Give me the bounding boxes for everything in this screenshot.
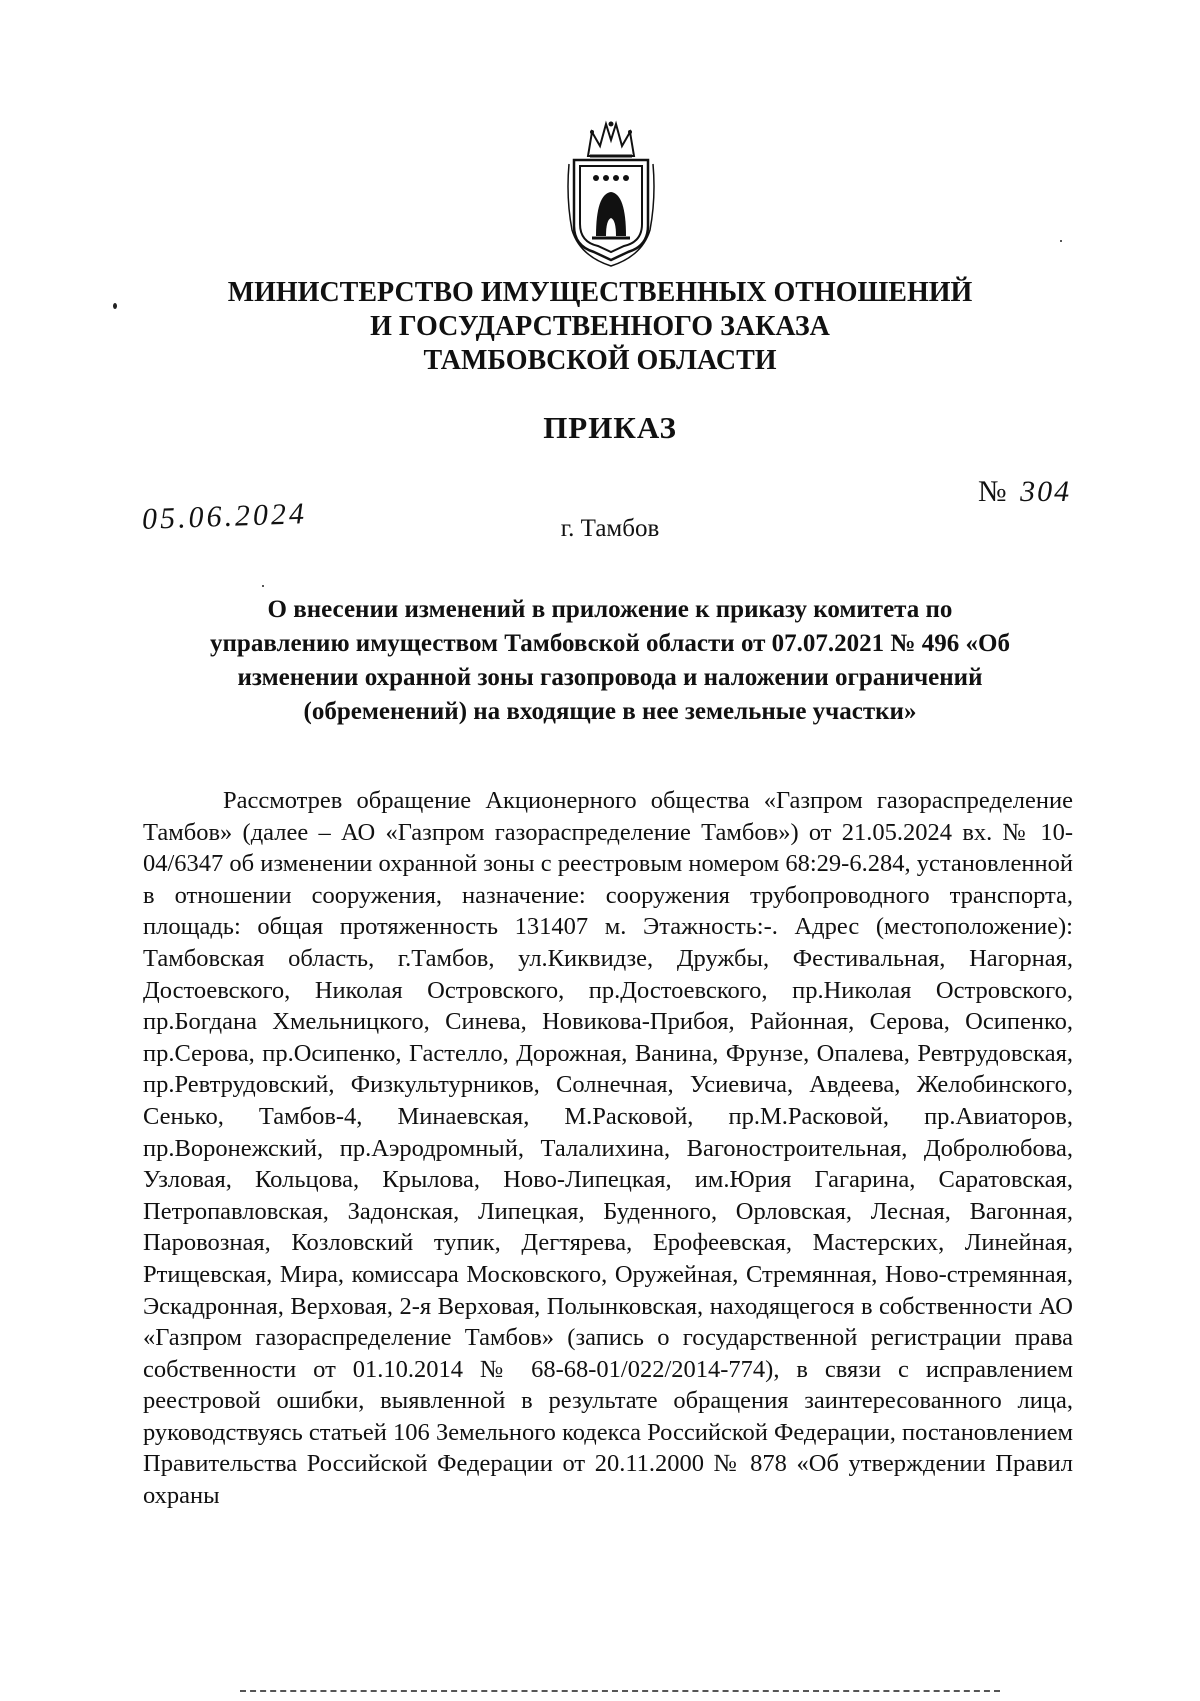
ministry-line-1: МИНИСТЕРСТВО ИМУЩЕСТВЕННЫХ ОТНОШЕНИЙ	[227, 277, 973, 308]
document-type-title: ПРИКАЗ	[543, 410, 677, 445]
handwritten-date: 05.06.2024	[141, 497, 308, 536]
document-subject	[150, 593, 1070, 729]
ministry-line-3: ТАМБОВСКОЙ ОБЛАСТИ	[423, 345, 777, 376]
number-sign: №	[978, 475, 1007, 508]
order-number	[978, 475, 1071, 509]
scan-speck	[1060, 240, 1062, 242]
coat-of-arms-emblem	[566, 118, 656, 268]
ministry-line-2: И ГОСУДАРСТВЕННОГО ЗАКАЗА	[370, 311, 830, 342]
subject-line-2: управлению имуществом Тамбовской области от 07.07.2021 № 496 «Об	[210, 630, 1010, 657]
subject-line-4: (обременений) на входящие в нее земельные участки»	[303, 698, 917, 725]
handwritten-number: 304	[1020, 475, 1072, 508]
scan-speck	[262, 585, 264, 587]
city-label: г. Тамбов	[560, 515, 660, 542]
subject-line-3: изменении охранной зоны газопровода и наложении ограничений	[237, 664, 983, 691]
ministry-name	[150, 276, 1050, 378]
scan-speck	[113, 303, 117, 309]
body-paragraph: Рассмотрев обращение Акционерного общества «Газпром газораспределение Тамбов» (далее – АО «Газпром газораспределение Тамбов») от 21.05.2024 вх. № 10-04/6347 об изменении охранной зоны с реестровым номером 68:29-6.284, установленной в отношении сооружения, назначение: сооружения трубопроводного транспорта, площадь: общая протяженность 131407 м. Этажность:-. Адрес (местоположение): Тамбовская область, г.Тамбов, ул.Киквидзе, Дружбы, Фестивальная, Нагорная, Достоевского, Николая Островского, пр.Достоевского, пр.Николая Островского, пр.Богдана Хмельницкого, Синева, Новикова-Прибоя, Районная, Серова, Осипенко, пр.Серова, пр.Осипенко, Гастелло, Дорожная, Ванина, Фрунзе, Опалева, Ревтрудовская, пр.Ревтрудовский, Физкультурников, Солнечная, Усиевича, Авдеева, Желобинского, Сенько, Тамбов-4, Минаевская, М.Расковой, пр.М.Расковой, пр.Авиаторов, пр.Воронежский, пр.Аэродромный, Талалихина, Вагоностроительная, Добролюбова, Узловая, Кольцова, Крылова, Ново-Липецкая, им.Юрия Гагарина, Саратовская, Петропавловская, Задонская, Липецкая, Буденного, Орловская, Лесная, Вагонная, Паровозная, Козловский тупик, Дегтярева, Ерофеевская, Мастерских, Линейная, Ртищевская, Мира, комиссара Московского, Оружейная, Стремянная, Ново-стремянная, Эскадронная, Верховая, 2-я Верховая, Полынковская, находящегося в собственности АО «Газпром газораспределение Тамбов» (запись о государственной регистрации права собственности от 01.10.2014 № 68-68-01/022/2014-774), в связи с исправлением реестровой ошибки, выявленной в результате обращения заинтересованного лица, руководствуясь статьей 106 Земельного кодекса Российской Федерации, постановлением Правительства Российской Федерации от 20.11.2000 № 878 «Об утверждении Правил охраны	[143, 787, 1073, 1510]
page-bottom-rule	[240, 1690, 1000, 1692]
subject-line-1: О внесении изменений в приложение к приказу комитета по	[267, 596, 953, 623]
